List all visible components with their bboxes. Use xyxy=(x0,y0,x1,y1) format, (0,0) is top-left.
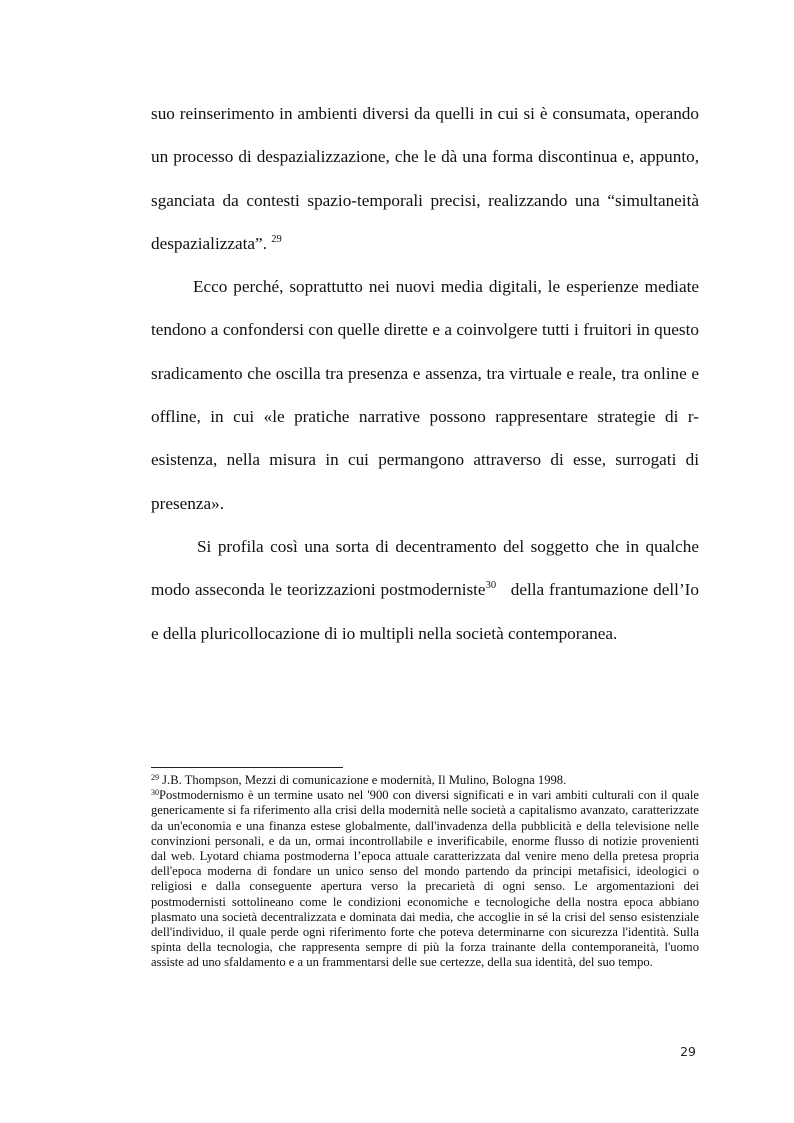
footnote-29 xyxy=(151,773,699,788)
footnote-30 xyxy=(151,788,699,970)
footnote-number: 30 xyxy=(151,788,159,798)
paragraph-3 xyxy=(151,525,699,655)
paragraph-3-text-a: Si profila così una sorta di decentramento del soggetto che in qualche modo asseconda le teorizzazioni postmoderniste xyxy=(151,536,699,600)
paragraph-1-text: suo reinserimento in ambienti diversi da quelli in cui si è consumata, operando un processo di despazializzazione, che le dà una forma discontinua e, appunto, sganciata da contesti spazio-temporali precisi, realizzando una “simultaneità despazializzata”. xyxy=(151,104,699,253)
main-text xyxy=(151,92,699,655)
footnote-ref-30[interactable]: 30 xyxy=(485,580,497,592)
paragraph-1 xyxy=(151,92,699,265)
paragraph-2: Ecco perché, soprattutto nei nuovi media digitali, le esperienze mediate tendono a confondersi con quelle dirette e a coinvolgere tutti i fruitori in questo sradicamento che oscilla tra presenza e assenza, tra virtuale e reale, tra online e offline, in cui «le pratiche narrative possono rappresentare strategie di r-esistenza, nella misura in cui permangono attraverso di esse, surrogati di presenza». xyxy=(151,277,699,513)
page-number: 29 xyxy=(680,1044,696,1059)
footnote-separator xyxy=(151,767,343,768)
paragraph-3-text-b: della frantumazione dell’Io e della pluricollocazione di io multipli nella società contemporanea. xyxy=(151,580,699,643)
footnote-ref-29[interactable]: 29 xyxy=(271,233,282,245)
footnotes xyxy=(151,773,699,971)
footnote-number: 29 xyxy=(151,773,159,782)
footnote-text: J.B. Thompson, Mezzi di comunicazione e modernità, Il Mulino, Bologna 1998. xyxy=(162,773,567,787)
footnote-text: Postmodernismo è un termine usato nel '900 con diversi significati e in vari ambiti culturali con il quale genericamente si fa riferimento alla crisi della modernità nelle società a capitalismo avanzato, caratterizzate da un'economia e una finanza estese globalmente, dall'invadenza della pubblicità e della televisione nelle convinzioni personali, e da un, ormai incontrollabile e inverificabile, enorme flusso di notizie provenienti dal web. Lyotard chiama postmoderna l’epoca attuale caratterizzata dal venire meno della pretesa propria dell'epoca moderna di fondare un unico senso del mondo partendo da principi metafisici, ideologici o religiosi e dalla conseguente apertura verso la precarietà di ogni senso. Le argomentazioni dei postmodernisti sottolineano come le condizioni economiche e tecnologiche della nostra epoca abbiano plasmato una società decentralizzata e dominata dai media, che accoglie in sé la crisi del senso esistenziale dell'individuo, il quale perde ogni riferimento forte che poteva determinarne con sicurezza l'identità. Sulla spinta della tecnologia, che rappresenta sempre di più la forza trainante della contemporaneità, l'uomo assiste ad uno sfaldamento e a un frammentarsi delle sue certezze, della sua identità, del suo tempo. xyxy=(151,788,699,970)
